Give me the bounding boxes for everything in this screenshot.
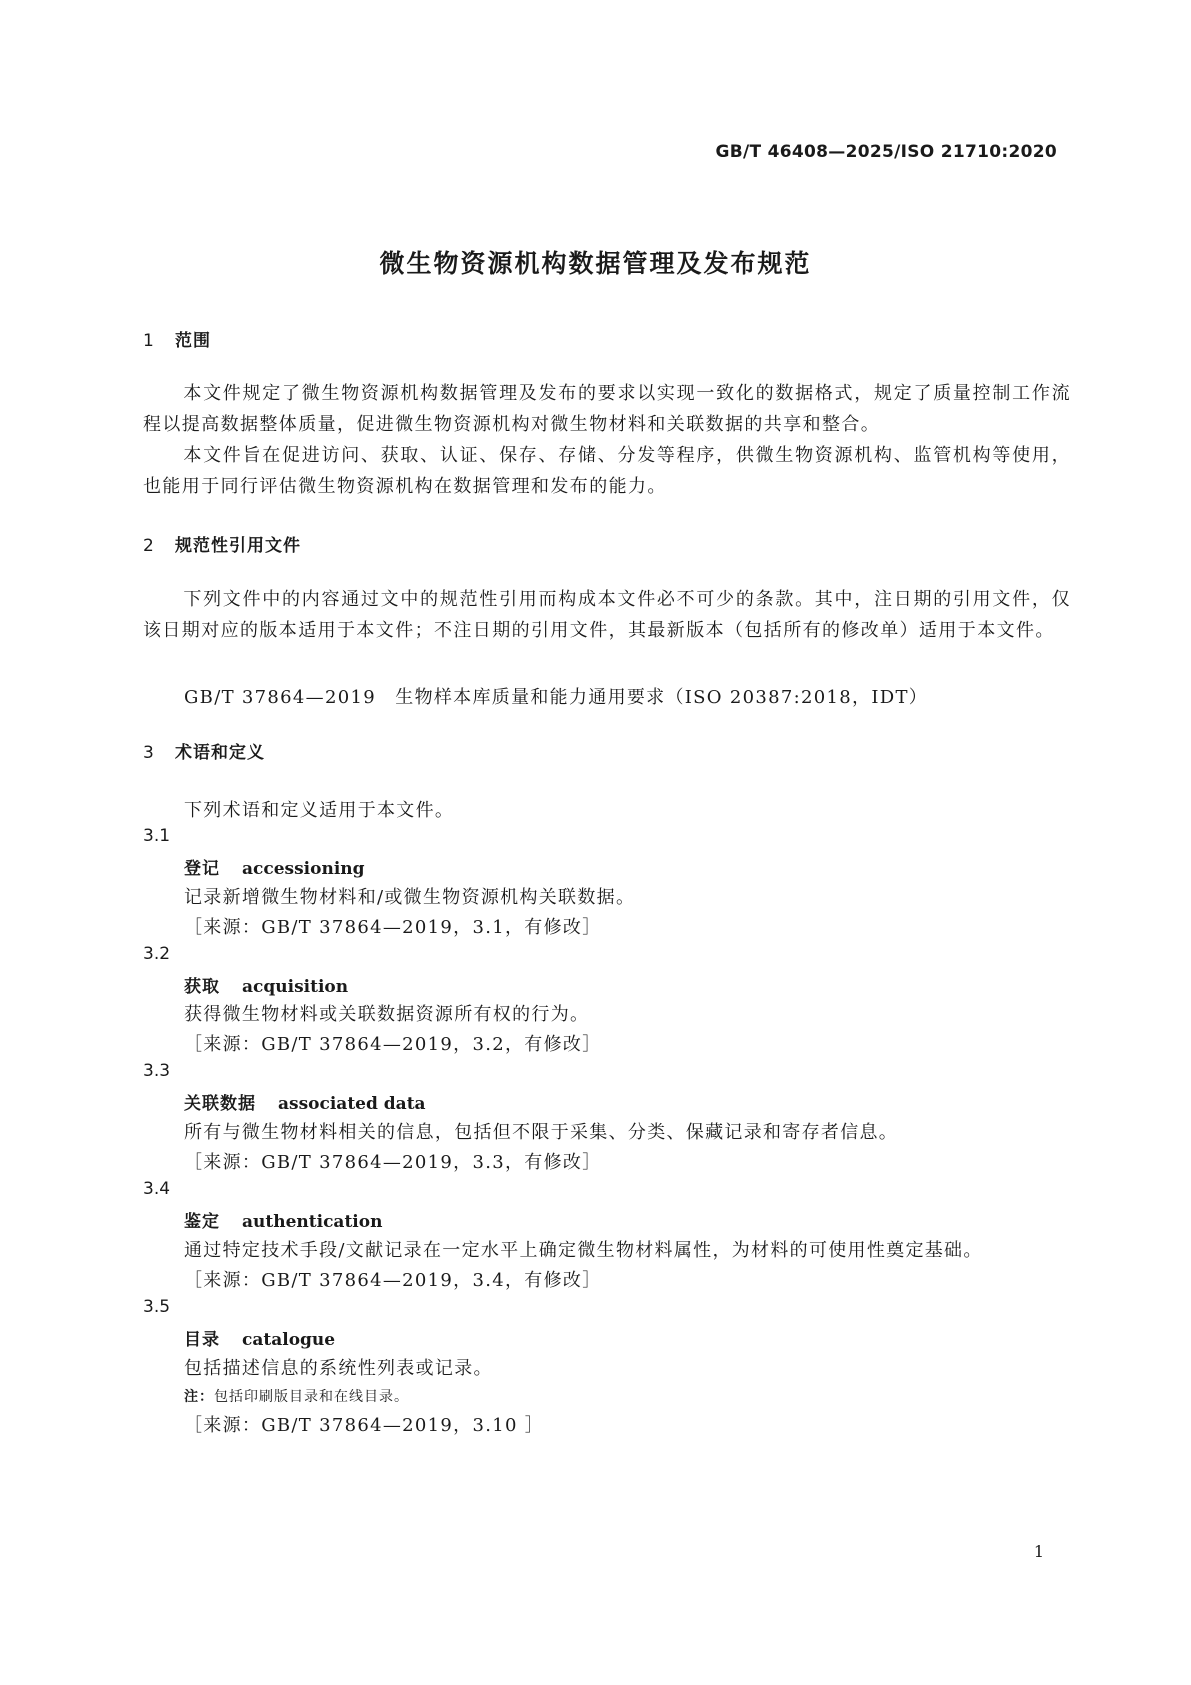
term-number: 3.1: [143, 826, 171, 846]
term-entry: [184, 854, 365, 879]
term-chinese: 登记: [184, 859, 220, 879]
references-paragraph: 下列文件中的内容通过文中的规范性引用而构成本文件必不可少的条款。其中，注日期的引用文件，仅该日期对应的版本适用于本文件；不注日期的引用文件，其最新版本（包括所有的修改单）适用于本文件。: [143, 589, 1071, 641]
term-definition: 通过特定技术手段/文献记录在一定水平上确定微生物材料属性，为材料的可使用性奠定基础。: [184, 1240, 983, 1261]
section-number: 3: [143, 743, 155, 763]
term-entry: [184, 1207, 382, 1232]
section-heading-normative-references: [143, 531, 301, 556]
term-source: ［来源：GB/T 37864—2019，3.2，有修改］: [184, 1034, 602, 1055]
term-number: 3.4: [143, 1179, 171, 1199]
term-entry: [184, 972, 348, 997]
term-entry: [184, 1325, 335, 1350]
term-number: 3.2: [143, 944, 171, 964]
term-definition: 获得微生物材料或关联数据资源所有权的行为。: [184, 1004, 590, 1025]
term-chinese: 鉴定: [184, 1212, 220, 1232]
term-number: 3.3: [143, 1061, 171, 1081]
section-title: 范围: [175, 331, 211, 351]
term-chinese: 目录: [184, 1330, 220, 1350]
section-number: 2: [143, 536, 155, 556]
term-definition: 包括描述信息的系统性列表或记录。: [184, 1358, 493, 1379]
section-title: 规范性引用文件: [175, 536, 301, 556]
term-source: ［来源：GB/T 37864—2019，3.1，有修改］: [184, 917, 602, 938]
page-number: 1: [1033, 1542, 1044, 1561]
term-english: accessioning: [242, 859, 365, 879]
term-source: ［来源：GB/T 37864—2019，3.3，有修改］: [184, 1152, 602, 1173]
term-entry: [184, 1089, 426, 1114]
terms-intro: 下列术语和定义适用于本文件。: [184, 800, 455, 821]
section-number: 1: [143, 331, 155, 351]
scope-paragraph-2: 本文件旨在促进访问、获取、认证、保存、存储、分发等程序，供微生物资源机构、监管机构等使用，也能用于同行评估微生物资源机构在数据管理和发布的能力。: [143, 445, 1071, 497]
section-heading-terms: [143, 738, 265, 763]
term-english: acquisition: [242, 977, 349, 997]
term-definition: 所有与微生物材料相关的信息，包括但不限于采集、分类、保藏记录和寄存者信息。: [184, 1122, 899, 1143]
note-label: 注：: [184, 1389, 214, 1405]
term-number: 3.5: [143, 1297, 171, 1317]
term-source: ［来源：GB/T 37864—2019，3.4，有修改］: [184, 1270, 602, 1291]
term-english: associated data: [278, 1094, 426, 1114]
scope-paragraph-1: 本文件规定了微生物资源机构数据管理及发布的要求以实现一致化的数据格式，规定了质量控制工作流程以提高数据整体质量，促进微生物资源机构对微生物材料和关联数据的共享和整合。: [143, 383, 1071, 435]
term-source: ［来源：GB/T 37864—2019，3.10 ］: [184, 1415, 545, 1436]
section-heading-scope: [143, 326, 211, 351]
term-english: authentication: [242, 1212, 383, 1232]
term-definition: 记录新增微生物材料和/或微生物资源机构关联数据。: [184, 887, 636, 908]
term-english: catalogue: [242, 1330, 336, 1350]
section-title: 术语和定义: [175, 743, 265, 763]
reference-item: GB/T 37864—2019 生物样本库质量和能力通用要求（ISO 20387:2018，IDT）: [184, 687, 929, 708]
standard-number: GB/T 46408—2025/ISO 21710:2020: [715, 142, 1057, 162]
term-chinese: 关联数据: [184, 1094, 256, 1114]
term-note: [184, 1386, 409, 1406]
term-chinese: 获取: [184, 977, 220, 997]
note-text: 包括印刷版目录和在线目录。: [214, 1389, 409, 1405]
document-title: 微生物资源机构数据管理及发布规范: [379, 249, 812, 278]
